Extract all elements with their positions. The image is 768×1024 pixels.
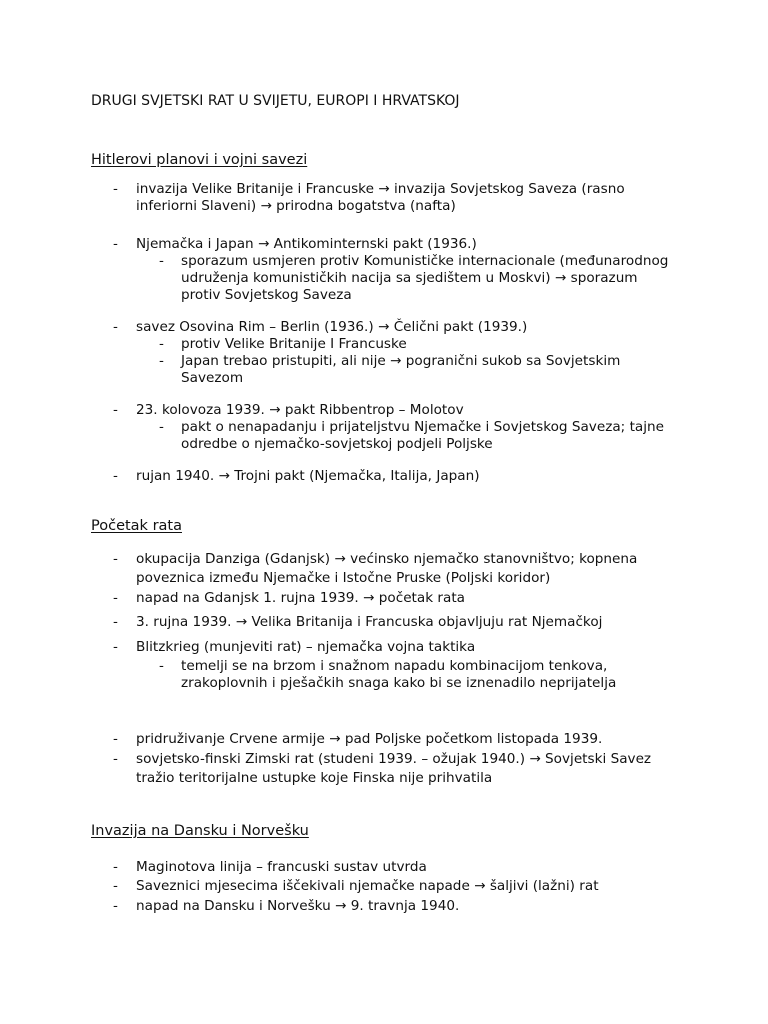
list-item-line: Njemačka i Japan → Antikominternski pakt (1936.) xyxy=(136,236,477,252)
list-item-line: sovjetsko-finski Zimski rat (studeni 1939. – ožujak 1940.) → Sovjetski Savez xyxy=(136,751,652,767)
section-heading: Invazija na Dansku i Norvešku xyxy=(91,823,309,839)
list-item-line: inferiorni Slaveni) → prirodna bogatstva (nafta) xyxy=(136,198,456,214)
bullet-dash: - xyxy=(113,468,118,484)
bullet-dash: - xyxy=(113,590,118,606)
sub-bullet-dash: - xyxy=(159,253,164,269)
document-title: DRUGI SVJETSKI RAT U SVIJETU, EUROPI I HRVATSKOJ xyxy=(91,93,460,109)
list-item-line: napad na Gdanjsk 1. rujna 1939. → početak rata xyxy=(136,590,465,606)
sub-bullet-dash: - xyxy=(159,336,164,352)
bullet-dash: - xyxy=(113,639,118,655)
bullet-dash: - xyxy=(113,402,118,418)
sub-bullet-dash: - xyxy=(159,658,164,674)
sub-item-line: protiv Sovjetskog Saveza xyxy=(181,287,352,303)
bullet-dash: - xyxy=(113,751,118,767)
list-item-line: napad na Dansku i Norvešku → 9. travnja 1940. xyxy=(136,898,460,914)
list-item-line: savez Osovina Rim – Berlin (1936.) → Čelični pakt (1939.) xyxy=(136,319,528,335)
sub-item-line: temelji se na brzom i snažnom napadu kombinacijom tenkova, xyxy=(181,658,608,674)
list-item-line: Saveznici mjesecima iščekivali njemačke napade → šaljivi (lažni) rat xyxy=(136,878,599,894)
sub-item-line: odredbe o njemačko-sovjetskoj podjeli Poljske xyxy=(181,436,493,452)
list-item-line: rujan 1940. → Trojni pakt (Njemačka, Italija, Japan) xyxy=(136,468,480,484)
section-heading: Hitlerovi planovi i vojni savezi xyxy=(91,152,308,168)
sub-bullet-dash: - xyxy=(159,419,164,435)
list-item-line: pridruživanje Crvene armije → pad Poljske početkom listopada 1939. xyxy=(136,731,603,747)
section-heading: Početak rata xyxy=(91,518,182,534)
list-item-line: Maginotova linija – francuski sustav utvrda xyxy=(136,859,427,875)
bullet-dash: - xyxy=(113,551,118,567)
sub-bullet-dash: - xyxy=(159,353,164,369)
list-item-line: okupacija Danziga (Gdanjsk) → većinsko njemačko stanovništvo; kopnena xyxy=(136,551,638,567)
bullet-dash: - xyxy=(113,859,118,875)
sub-item-line: udruženja komunističkih nacija sa sjedištem u Moskvi) → sporazum xyxy=(181,270,638,286)
sub-item-line: Japan trebao pristupiti, ali nije → pogranični sukob sa Sovjetskim xyxy=(181,353,621,369)
list-item-line: poveznica između Njemačke i Istočne Pruske (Poljski koridor) xyxy=(136,570,551,586)
sub-item-line: sporazum usmjeren protiv Komunističke internacionale (međunarodnog xyxy=(181,253,669,269)
bullet-dash: - xyxy=(113,319,118,335)
sub-item-line: protiv Velike Britanije I Francuske xyxy=(181,336,407,352)
bullet-dash: - xyxy=(113,181,118,197)
bullet-dash: - xyxy=(113,898,118,914)
bullet-dash: - xyxy=(113,236,118,252)
bullet-dash: - xyxy=(113,878,118,894)
list-item-line: 3. rujna 1939. → Velika Britanija i Francuska objavljuju rat Njemačkoj xyxy=(136,614,603,630)
list-item-line: tražio teritorijalne ustupke koje Finska nije prihvatila xyxy=(136,770,493,786)
sub-item-line: zrakoplovnih i pješačkih snaga kako bi se iznenadilo neprijatelja xyxy=(181,675,617,691)
list-item-line: 23. kolovoza 1939. → pakt Ribbentrop – Molotov xyxy=(136,402,464,418)
bullet-dash: - xyxy=(113,614,118,630)
list-item-line: Blitzkrieg (munjeviti rat) – njemačka vojna taktika xyxy=(136,639,476,655)
bullet-dash: - xyxy=(113,731,118,747)
sub-item-line: pakt o nenapadanju i prijateljstvu Njemačke i Sovjetskog Saveza; tajne xyxy=(181,419,665,435)
sub-item-line: Savezom xyxy=(181,370,244,386)
list-item-line: invazija Velike Britanije i Francuske → invazija Sovjetskog Saveza (rasno xyxy=(136,181,625,197)
